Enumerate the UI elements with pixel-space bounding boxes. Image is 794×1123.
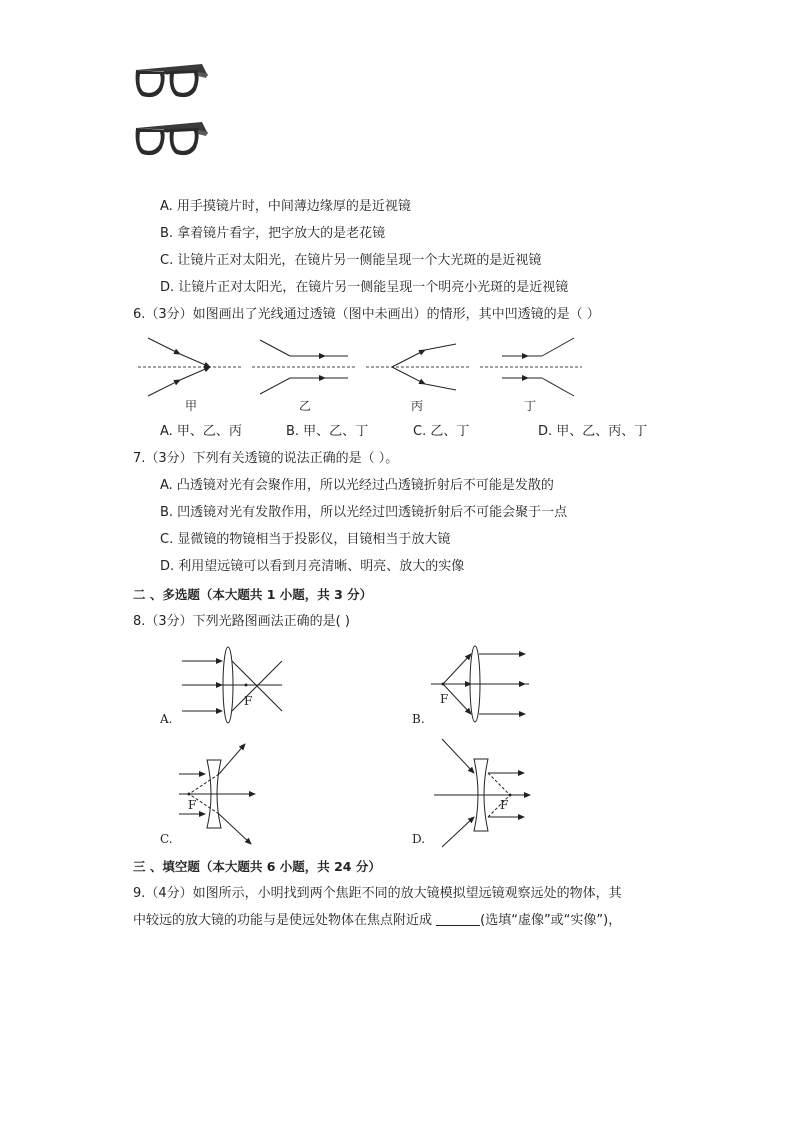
q9-line-2-after: (选填“虚像”或“实像”)， [480,913,622,928]
q9-line-1: 9.（4分）如图所示，小明找到两个焦距不同的放大镜模拟望远镜观察远处的物体，其 [133,886,622,901]
q8-d-focus: F [500,798,509,812]
q6-option-b: B. 甲、乙、丁 [286,424,369,439]
glasses-image-1 [132,60,210,108]
q8-option-a: A. [160,712,173,726]
figure-jia [138,338,242,396]
q5-option-d: D. 让镜片正对太阳光，在镜片另一侧能呈现一个明亮小光斑的是近视镜 [160,280,569,295]
q7-option-a: A. 凸透镜对光有会聚作用，所以光经过凸透镜折射后不可能是发散的 [160,478,554,493]
q5-option-c: C. 让镜片正对太阳光，在镜片另一侧能呈现一个大光斑的是近视镜 [160,253,542,268]
figure-bing [366,344,470,390]
q9-answer-blank[interactable] [436,913,480,926]
q6-stem: 6.（3分）如图画出了光线通过透镜（图中未画出）的情形，其中凹透镜的是（ ） [133,307,600,322]
q8-stem: 8.（3分）下列光路图画法正确的是( ) [133,614,350,629]
label-bing: 丙 [411,399,424,413]
glasses-image-2 [132,118,210,166]
q7-option-c: C. 显微镜的物镜相当于投影仪，目镜相当于放大镜 [160,532,451,547]
label-yi: 乙 [299,399,312,413]
q8-option-d: D. [412,832,426,846]
section-2-title: 二 、多选题（本大题共 1 小题，共 3 分） [133,587,373,602]
q8-figure-a [170,645,290,725]
q9-line-2-before: 中较远的放大镜的功能与是使远处物体在焦点附近成 [133,913,437,928]
q5-option-b: B. 拿着镜片看字，把字放大的是老花镜 [160,226,386,241]
q5-option-a: A. 用手摸镜片时，中间薄边缘厚的是近视镜 [160,199,411,214]
section-3-title: 三 、填空题（本大题共 6 小题，共 24 分） [133,859,381,874]
q7-stem: 7.（3分）下列有关透镜的说法正确的是（ ）。 [133,451,399,466]
q9-line-2 [133,912,621,930]
glasses-icon [136,64,208,97]
q6-option-c: C. 乙、丁 [413,424,470,439]
q8-figure-b [425,640,535,725]
q6-option-d: D. 甲、乙、丙、丁 [538,424,648,439]
q8-c-focus: F [188,798,197,812]
q8-option-c: C. [160,832,173,846]
glasses-icon [136,122,208,155]
q8-a-focus: F [244,694,253,708]
q6-option-a: A. 甲、乙、丙 [160,424,242,439]
q8-b-focus: F [440,692,449,706]
figure-yi [252,340,356,394]
q8-figure-d [430,735,540,847]
q8-figure-c [175,740,265,848]
label-ding: 丁 [524,399,537,413]
figure-ding [480,338,582,396]
q8-option-b: B. [412,712,425,726]
q7-option-b: B. 凹透镜对光有发散作用，所以光经过凹透镜折射后不可能会聚于一点 [160,505,568,520]
q7-option-d: D. 利用望远镜可以看到月亮清晰、明亮、放大的实像 [160,559,465,574]
label-jia: 甲 [185,399,198,413]
